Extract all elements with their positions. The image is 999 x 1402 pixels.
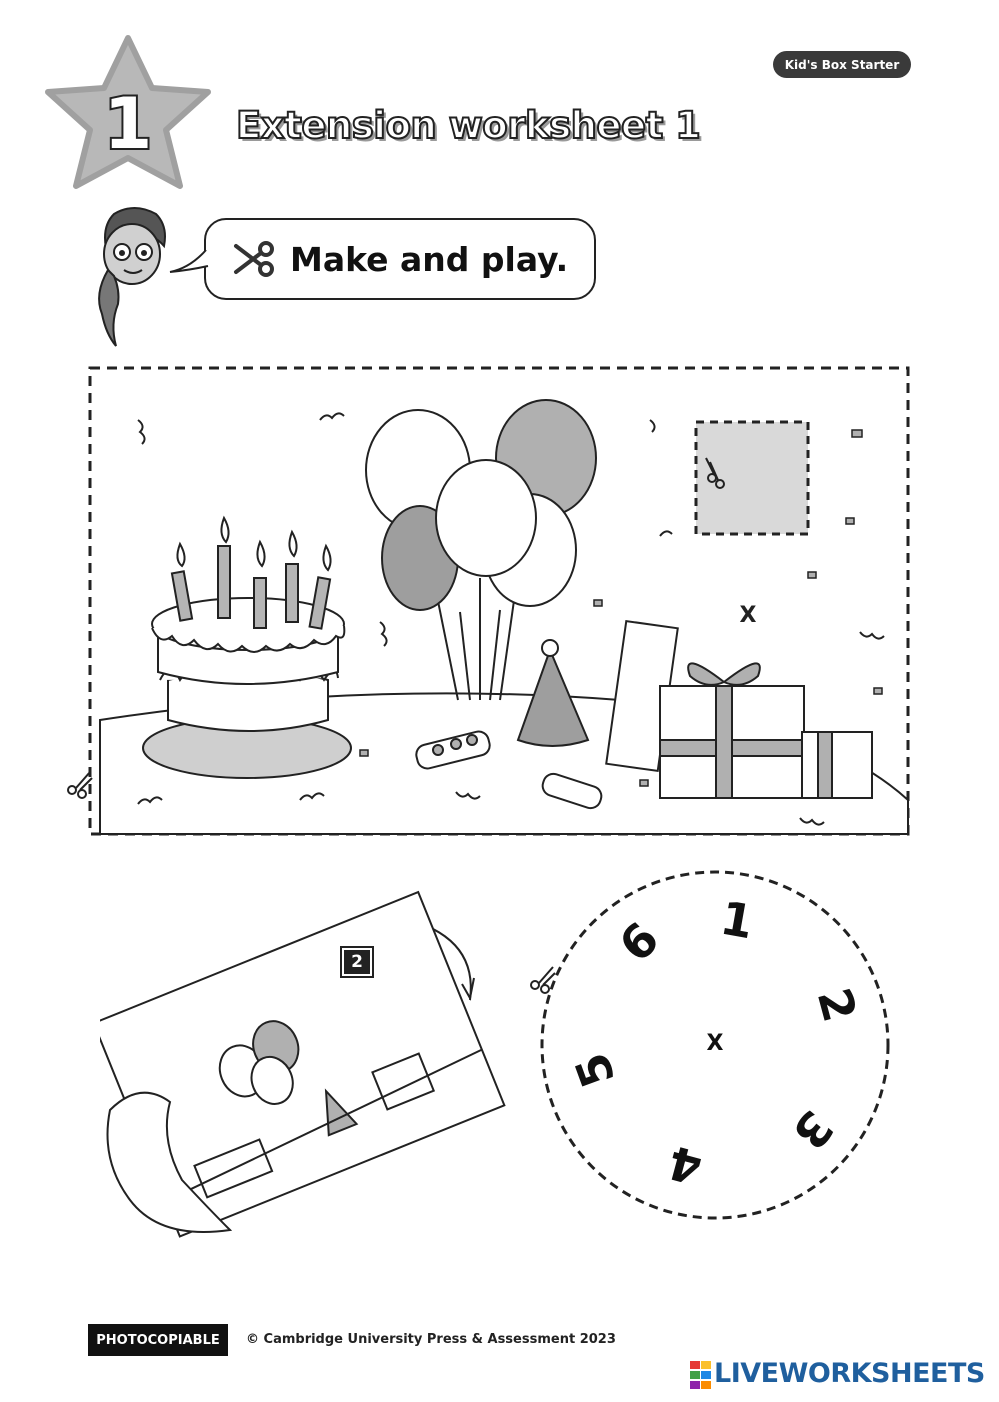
unit-number: 1	[103, 83, 153, 165]
wheel-number-3: 3	[782, 1100, 844, 1160]
series-badge: Kid's Box Starter	[773, 51, 911, 78]
party-scene-cutout	[60, 360, 920, 845]
present-large	[660, 663, 804, 798]
wheel-number-1: 1	[716, 890, 758, 950]
worksheet-title: Extension worksheet 1	[236, 104, 701, 147]
present-small	[802, 732, 872, 798]
speech-bubble-tail	[168, 246, 210, 276]
card-number-square: 2	[342, 948, 372, 976]
balloons	[366, 400, 596, 700]
liveworksheets-logo-text: LIVEWORKSHEETS	[714, 1358, 985, 1389]
unit-star-badge	[40, 30, 220, 200]
wheel-number-5: 5	[564, 1045, 626, 1095]
wheel-center-mark: X	[706, 1031, 724, 1056]
instruction-text: Make and play.	[290, 240, 569, 279]
copyright-text: © Cambridge University Press & Assessment 2023	[246, 1332, 616, 1347]
party-hat	[518, 640, 588, 746]
wheel-number-2: 2	[806, 982, 868, 1028]
wheel-number-4: 4	[662, 1134, 708, 1196]
teacher-character-image	[84, 204, 179, 349]
photocopiable-label: PHOTOCOPIABLE	[88, 1324, 228, 1356]
cut-marker: X	[739, 603, 757, 628]
wheel-number-6: 6	[608, 911, 670, 973]
cutout-window	[696, 422, 808, 534]
scissors-icon	[68, 772, 92, 798]
liveworksheets-logo-icon	[690, 1361, 712, 1389]
scissors-icon	[232, 240, 280, 278]
candle-flames	[177, 518, 330, 570]
hand-holding-card-illustration	[100, 880, 510, 1270]
